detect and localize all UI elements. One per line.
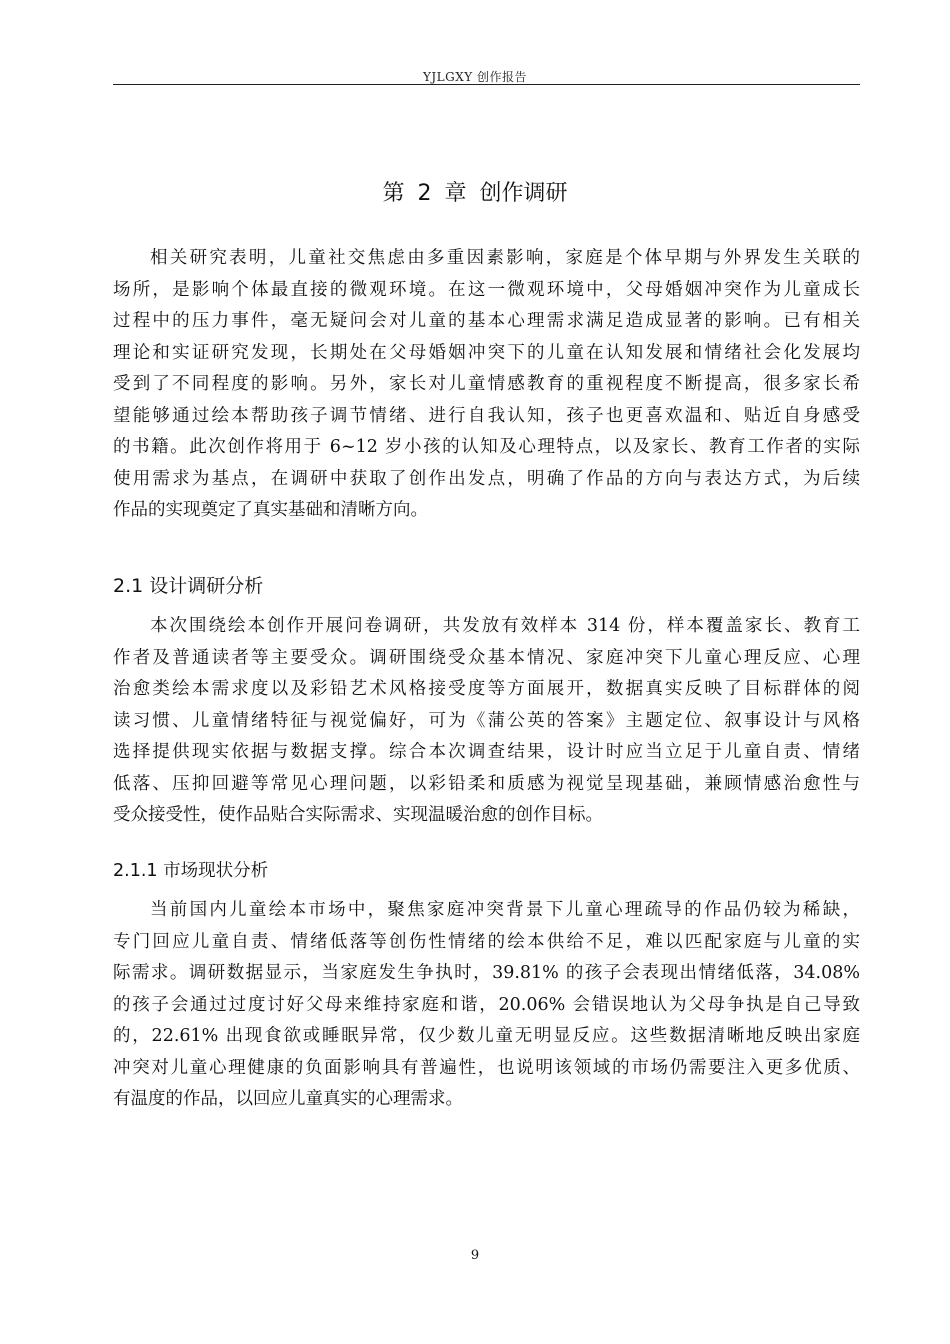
paragraph-line: 专门回应儿童自责、情绪低落等创伤性情绪的绘本供给不足，难以匹配家庭与儿童的实 (113, 931, 860, 952)
paragraph-line: 低落、压抑回避等常见心理问题，以彩铅柔和质感为视觉呈现基础，兼顾情感治愈性与 (113, 773, 860, 794)
paragraph-line: 的，22.61% 出现食欲或睡眠异常，仅少数儿童无明显反应。这些数据清晰地反映出家庭 (113, 1026, 860, 1046)
paragraph-line: 的书籍。此次创作将用于 6~12 岁小孩的认知及心理特点，以及家长、教育工作者的实际 (113, 437, 860, 457)
paragraph-line: 读习惯、儿童情绪特征与视觉偏好，可为《蒲公英的答案》主题定位、叙事设计与风格 (113, 710, 860, 731)
paragraph-line: 理论和实证研究发现，长期处在父母婚姻冲突下的儿童在认知发展和情绪社会化发展均 (113, 342, 860, 363)
paragraph-line: 过程中的压力事件，毫无疑问会对儿童的基本心理需求满足造成显著的影响。已有相关 (113, 311, 860, 331)
paragraph-line: 际需求。调研数据显示，当家庭发生争执时，39.81% 的孩子会表现出情绪低落，34.08% (113, 963, 860, 983)
paragraph-line: 作者及普通读者等主要受众。调研围绕受众基本情况、家庭冲突下儿童心理反应、心理 (113, 647, 860, 668)
paragraph-line: 使用需求为基点，在调研中获取了创作出发点，明确了作品的方向与表达方式，为后续 (113, 468, 860, 489)
page-number: 9 (470, 1248, 480, 1263)
section-2-1-paragraph (113, 611, 860, 832)
paragraph-line: 本次围绕绘本创作开展问卷调研，共发放有效样本 314 份，样本覆盖家长、教育工 (150, 616, 860, 636)
paragraph-line: 当前国内儿童绘本市场中，聚焦家庭冲突背景下儿童心理疏导的作品仍较为稀缺， (150, 900, 860, 920)
paragraph-line: 场所，是影响个体最直接的微观环境。在这一微观环境中，父母婚姻冲突作为儿童成长 (113, 279, 860, 300)
paragraph-line: 治愈类绘本需求度以及彩铅艺术风格接受度等方面展开，数据真实反映了目标群体的阅 (113, 679, 860, 699)
paragraph-line: 有温度的作品，以回应儿童真实的心理需求。 (113, 1089, 463, 1109)
section-2-1-1-paragraph (113, 895, 860, 1116)
section-heading-2-1-1: 2.1.1 市场现状分析 (113, 861, 269, 881)
intro-paragraph (113, 243, 860, 527)
running-header: YJLGXY 创作报告 (422, 70, 528, 84)
paragraph-line: 望能够通过绘本帮助孩子调节情绪、进行自我认知，孩子也更喜欢温和、贴近自身感受 (113, 405, 860, 426)
paragraph-line: 选择提供现实依据与数据支撑。综合本次调查结果，设计时应当立足于儿童自责、情绪 (113, 742, 860, 762)
paragraph-line: 受到了不同程度的影响。另外，家长对儿童情感教育的重视程度不断提高，很多家长希 (113, 374, 860, 394)
section-heading-2-1: 2.1 设计调研分析 (113, 575, 264, 597)
paragraph-line: 作品的实现奠定了真实基础和清晰方向。 (113, 500, 428, 520)
paragraph-line: 相关研究表明，儿童社交焦虑由多重因素影响，家庭是个体早期与外界发生关联的 (150, 248, 860, 268)
chapter-title: 第 2 章 创作调研 (382, 181, 568, 206)
paragraph-line: 的孩子会通过过度讨好父母来维持家庭和谐，20.06% 会错误地认为父母争执是自己导致 (113, 994, 860, 1015)
paragraph-line: 冲突对儿童心理健康的负面影响具有普遍性，也说明该领域的市场仍需要注入更多优质、 (113, 1057, 860, 1078)
header-rule (113, 84, 860, 85)
paragraph-line: 受众接受性，使作品贴合实际需求、实现温暖治愈的创作目标。 (113, 805, 603, 825)
